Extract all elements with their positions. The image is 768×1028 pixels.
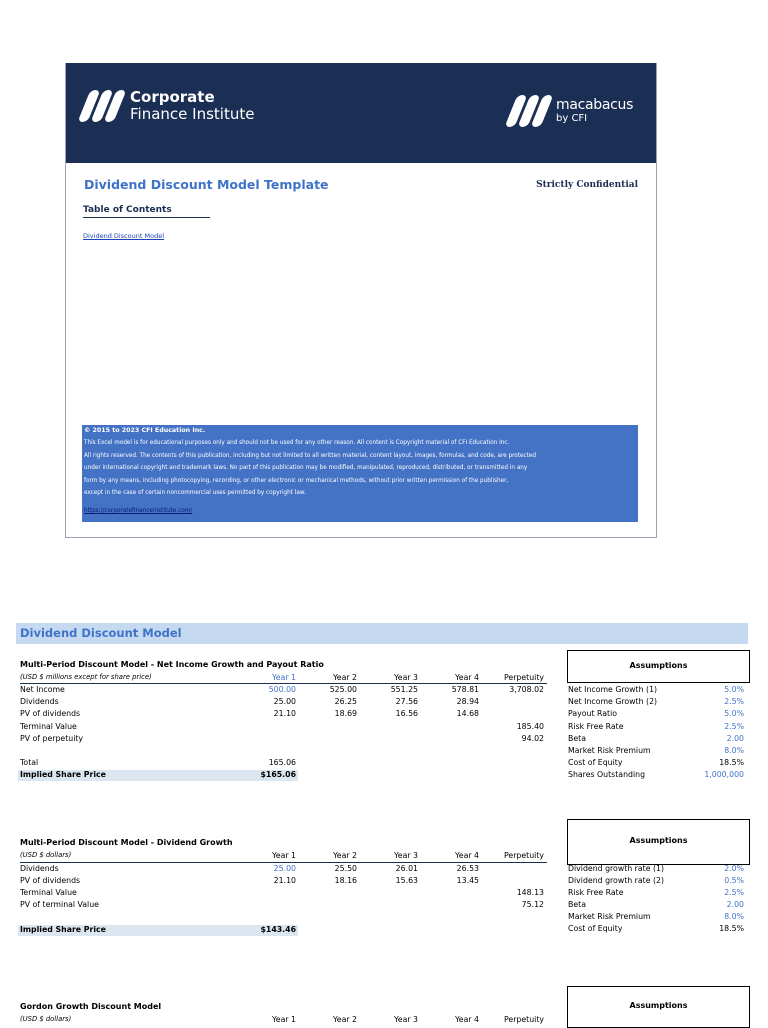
- s3-perpetuity-header: Perpetuity: [503, 1015, 544, 1024]
- s2-assumption-value[interactable]: 2.00: [726, 900, 744, 909]
- s3-year4-header: Year 4: [455, 1015, 479, 1024]
- s2-pv-terminal-label: PV of terminal Value: [20, 900, 99, 909]
- s1-assumption-value: 18.5%: [719, 758, 744, 767]
- s1-assumption-value[interactable]: 8.0%: [724, 746, 744, 755]
- s1-pv-perpetuity-label: PV of perpetuity: [20, 734, 84, 743]
- cfi-logo-icon: [84, 90, 120, 122]
- s1-net-income-y2: 525.00: [329, 685, 357, 694]
- s2-assumption-label: Dividend growth rate (1): [568, 864, 665, 873]
- section3-title: Gordon Growth Discount Model: [20, 1002, 162, 1011]
- s1-pv-div-y2: 18.69: [334, 709, 357, 718]
- macabacus-logo-icon: [511, 95, 547, 127]
- s1-assumption-value[interactable]: 2.5%: [724, 722, 744, 731]
- s2-assumptions-box: [567, 819, 750, 865]
- s1-dividends-label: Dividends: [20, 697, 59, 706]
- section2-title: Multi-Period Discount Model - Dividend Growth: [20, 838, 233, 847]
- legal-line: This Excel model is for educational purposes only and should not be used for any other reason. All content is Copyright material of CFI Education Inc.: [84, 440, 510, 447]
- s1-pv-div-y4: 14.68: [456, 709, 479, 718]
- s1-net-income-y1[interactable]: 500.00: [268, 685, 296, 694]
- s1-year4-header: Year 4: [455, 673, 479, 682]
- s1-assumption-label: Net Income Growth (2): [568, 697, 658, 706]
- s1-pv-div-y1: 21.10: [273, 709, 296, 718]
- document-title: Dividend Discount Model Template: [84, 177, 329, 192]
- macabacus-logo: [511, 95, 633, 127]
- s1-net-income-perp: 3,708.02: [509, 685, 544, 694]
- legal-line: except in the case of certain noncommercial uses permitted by copyright law.: [84, 490, 306, 497]
- s2-pv-div-y1: 21.10: [273, 876, 296, 885]
- model-title: Dividend Discount Model: [20, 626, 182, 640]
- s2-year2-header: Year 2: [333, 851, 357, 860]
- s1-assumption-label: Market Risk Premium: [568, 746, 651, 755]
- copyright-heading: © 2015 to 2023 CFI Education Inc.: [84, 427, 206, 434]
- s2-assumption-value[interactable]: 2.5%: [724, 888, 744, 897]
- s2-price-label: Implied Share Price: [20, 925, 106, 934]
- s2-pv-terminal-value: 75.12: [521, 900, 544, 909]
- s2-assumption-value[interactable]: 8.0%: [724, 912, 744, 921]
- s2-assumption-label: Beta: [568, 900, 586, 909]
- s1-perpetuity-header: Perpetuity: [503, 673, 544, 682]
- cfi-logo-line2: Finance Institute: [130, 105, 255, 123]
- macabacus-logo-line2: by CFI: [556, 112, 588, 124]
- confidential-label: Strictly Confidential: [536, 180, 638, 190]
- s3-assumptions-title: Assumptions: [629, 1001, 688, 1010]
- s1-assumption-value[interactable]: 5.0%: [724, 709, 744, 718]
- s2-assumption-label: Risk Free Rate: [568, 888, 624, 897]
- s1-net-income-label: Net Income: [20, 685, 65, 694]
- s1-assumption-label: Risk Free Rate: [568, 722, 624, 731]
- section2-units: (USD $ dollars): [20, 851, 72, 859]
- s2-perpetuity-header: Perpetuity: [503, 851, 544, 860]
- s2-dividends-label: Dividends: [20, 864, 59, 873]
- s3-year3-header: Year 3: [394, 1015, 418, 1024]
- s2-pv-div-y3: 15.63: [395, 876, 418, 885]
- s2-terminal-value: 148.13: [516, 888, 544, 897]
- s3-assumptions-box: [567, 986, 750, 1028]
- s3-year2-header: Year 2: [333, 1015, 357, 1024]
- s2-dividends-y3: 26.01: [395, 864, 418, 873]
- s1-total: 165.06: [268, 758, 296, 767]
- s2-year1-header: Year 1: [272, 851, 296, 860]
- s1-terminal-value: 185.40: [516, 722, 544, 731]
- s1-year3-header: Year 3: [394, 673, 418, 682]
- s2-assumption-label: Dividend growth rate (2): [568, 876, 665, 885]
- s2-pv-div-y4: 13.45: [456, 876, 479, 885]
- s1-dividends-y2: 26.25: [334, 697, 357, 706]
- s1-assumption-value[interactable]: 2.5%: [724, 697, 744, 706]
- cfi-logo-line1: Corporate: [130, 88, 215, 106]
- cover-sheet: [65, 63, 657, 538]
- s2-year3-header: Year 3: [394, 851, 418, 860]
- s1-assumptions-title: Assumptions: [629, 661, 688, 670]
- model-banner: [16, 623, 748, 644]
- s2-assumption-value[interactable]: 2.0%: [724, 864, 744, 873]
- cover-banner: [66, 63, 656, 163]
- s1-assumption-value[interactable]: 2.00: [726, 734, 744, 743]
- s2-dividends-y2: 25.50: [334, 864, 357, 873]
- s2-terminal-value-label: Terminal Value: [20, 888, 77, 897]
- s2-assumption-value: 18.5%: [719, 924, 744, 933]
- s2-implied-share-price: $143.46: [260, 925, 296, 934]
- s1-pv-div-y3: 16.56: [395, 709, 418, 718]
- s1-header-divider: [20, 683, 547, 684]
- s1-net-income-y4: 578.81: [451, 685, 479, 694]
- s2-assumption-label: Cost of Equity: [568, 924, 623, 933]
- s1-assumption-value[interactable]: 5.0%: [724, 685, 744, 694]
- section3-units: (USD $ dollars): [20, 1015, 72, 1023]
- s3-year1-header: Year 1: [272, 1015, 296, 1024]
- s1-assumption-label: Payout Ratio: [568, 709, 618, 718]
- s1-year2-header: Year 2: [333, 673, 357, 682]
- s1-assumption-label: Shares Outstanding: [568, 770, 646, 779]
- s1-pv-perpetuity: 94.02: [521, 734, 544, 743]
- s2-dividends-y4: 26.53: [456, 864, 479, 873]
- s2-dividends-y1[interactable]: 25.00: [273, 864, 296, 873]
- s1-dividends-y1: 25.00: [273, 697, 296, 706]
- legal-line: under international copyright and trademark laws. No part of this publication may be modified, manipulated, reproduced, distributed, or transmitted in any: [84, 465, 528, 472]
- s1-assumption-value[interactable]: 1,000,000: [704, 770, 744, 779]
- cfi-website-link[interactable]: https://corporatefinanceinstitute.com/: [84, 508, 193, 515]
- s1-year1-header: Year 1: [272, 673, 296, 682]
- s1-total-label: Total: [20, 758, 39, 767]
- legal-line: form by any means, including photocopying, recording, or other electronic or mechanical methods, without prior written permission of the publisher,: [84, 477, 509, 484]
- s2-assumptions-title: Assumptions: [629, 836, 688, 845]
- s2-assumption-label: Market Risk Premium: [568, 912, 651, 921]
- s2-header-divider: [20, 862, 547, 863]
- s1-pv-dividends-label: PV of dividends: [20, 709, 81, 718]
- s1-price-label: Implied Share Price: [20, 770, 106, 779]
- legal-line: All rights reserved. The contents of this publication, including but not limited to all written material, content layout, images, formulas, and code, are protected: [84, 452, 536, 459]
- section1-units: (USD $ millions except for share price): [20, 673, 152, 681]
- s1-dividends-y3: 27.56: [395, 697, 418, 706]
- section1-title: Multi-Period Discount Model - Net Income Growth and Payout Ratio: [20, 660, 324, 669]
- s2-year4-header: Year 4: [455, 851, 479, 860]
- toc-link-dividend-discount-model[interactable]: Dividend Discount Model: [83, 232, 165, 240]
- s2-assumption-value[interactable]: 0.5%: [724, 876, 744, 885]
- copyright-notice: [82, 425, 638, 522]
- s1-assumption-label: Net Income Growth (1): [568, 685, 658, 694]
- s1-terminal-value-label: Terminal Value: [20, 722, 77, 731]
- s2-pv-div-y2: 18.16: [334, 876, 357, 885]
- toc-heading: Table of Contents: [83, 205, 210, 218]
- s1-dividends-y4: 28.94: [456, 697, 479, 706]
- s1-implied-share-price: $165.06: [260, 770, 296, 779]
- s1-net-income-y3: 551.25: [390, 685, 418, 694]
- s1-assumptions-box: [567, 650, 750, 683]
- s2-pv-dividends-label: PV of dividends: [20, 876, 81, 885]
- s1-assumption-label: Beta: [568, 734, 586, 743]
- s1-assumption-label: Cost of Equity: [568, 758, 623, 767]
- macabacus-logo-line1: macabacus: [556, 96, 634, 113]
- cfi-logo: [84, 89, 254, 123]
